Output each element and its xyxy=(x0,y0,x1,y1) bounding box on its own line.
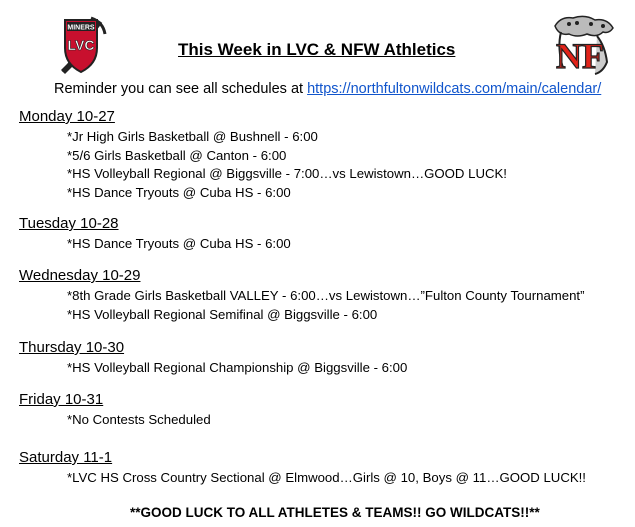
event-list xyxy=(67,469,586,488)
event-list xyxy=(67,287,584,324)
miners-lvc-pickaxe-shield-icon xyxy=(55,14,107,76)
event-item: *HS Volleyball Regional @ Biggsville - 7:00…vs Lewistown…GOOD LUCK! xyxy=(67,166,507,181)
nf-wildcat-icon xyxy=(547,12,617,78)
logo-nf-text: NF xyxy=(556,36,604,76)
event-item: *5/6 Girls Basketball @ Canton - 6:00 xyxy=(67,147,287,163)
nf-wildcats-logo xyxy=(547,12,617,78)
day-heading: Friday 10-31 xyxy=(19,391,104,408)
event-item: *HS Volleyball Regional Championship @ Biggsville - 6:00 xyxy=(67,360,408,375)
day-heading: Thursday 10-30 xyxy=(19,339,125,356)
day-heading: Tuesday 10-28 xyxy=(19,215,119,232)
day-heading: Saturday 11-1 xyxy=(19,449,113,466)
event-item: *No Contests Scheduled xyxy=(67,412,211,427)
event-item: *8th Grade Girls Basketball VALLEY - 6:00…vs Lewistown…”Fulton County Tournament” xyxy=(67,288,585,303)
event-list xyxy=(67,128,507,202)
day-heading: Wednesday 10-29 xyxy=(19,267,141,284)
day-heading: Monday 10-27 xyxy=(19,108,115,125)
event-list xyxy=(67,411,211,430)
reminder-text: Reminder you can see all schedules at xyxy=(54,81,308,97)
event-item: *Jr High Girls Basketball @ Bushnell - 6:00 xyxy=(67,129,318,144)
event-list xyxy=(67,235,291,254)
reminder-line xyxy=(54,81,601,97)
miners-lvc-logo xyxy=(55,14,107,76)
page-title: This Week in LVC & NFW Athletics xyxy=(178,40,456,59)
event-list xyxy=(67,359,407,378)
event-item: *HS Dance Tryouts @ Cuba HS - 6:00 xyxy=(67,236,291,251)
footer-message: **GOOD LUCK TO ALL ATHLETES & TEAMS!! GO WILDCATS!!** xyxy=(130,505,540,520)
event-item: *LVC HS Cross Country Sectional @ Elmwood…Girls @ 10, Boys @ 11…GOOD LUCK!! xyxy=(67,470,586,485)
event-item: *HS Dance Tryouts @ Cuba HS - 6:00 xyxy=(67,184,291,200)
event-item: *HS Volleyball Regional Semifinal @ Biggsville - 6:00 xyxy=(67,306,378,322)
logo-main-text: LVC xyxy=(67,37,95,53)
calendar-link[interactable]: https://northfultonwildcats.com/main/calendar/ xyxy=(307,81,602,97)
logo-top-text: MINERS xyxy=(67,24,95,32)
